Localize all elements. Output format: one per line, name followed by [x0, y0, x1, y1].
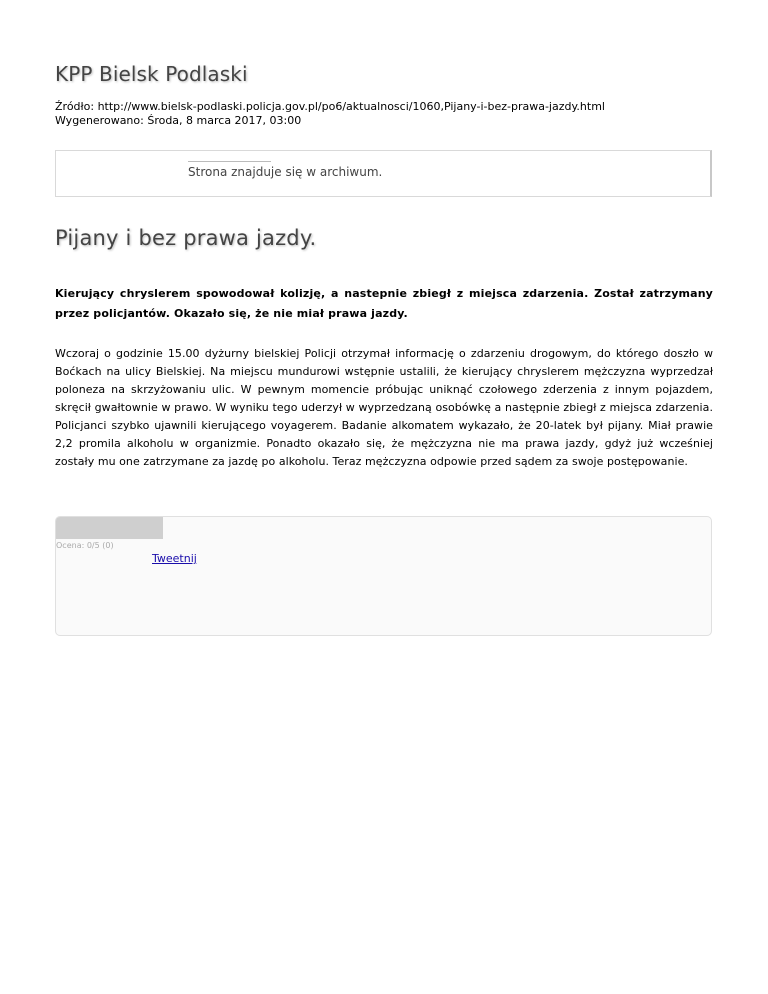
article-body: Wczoraj o godzinie 15.00 dyżurny bielskiej Policji otrzymał informację o zdarzeniu drogowym, do którego doszło w Boćkach na ulicy Bielskiej. Na miejscu mundurowi wstępnie ustalili, że kierujący chryslerem mężczyzna wyprzedzał poloneza na skrzyżowaniu ulic. W pewnym momencie próbując uniknąć czołowego zderzenia z innym pojazdem, skręcił gwałtownie w prawo. W wyniku tego uderzył w wyprzedzaną osobówkę a następnie zbiegł z miejsca zdarzenia. Policjanci szybko ujawnili kierującego voyagerem. Badanie alkomatem wykazało, że 20-latek był pijany. Miał prawie 2,2 promila alkoholu w organizmie. Ponadto okazało się, że mężczyzna nie ma prawa jazdy, gdyż już wcześniej zostały mu one zatrzymane za jazdę po alkoholu. Teraz mężczyzna odpowie przed sądem za swoje postępowanie.: [55, 347, 713, 468]
archive-divider: [188, 161, 271, 162]
print-meta: [55, 100, 605, 128]
generated-date: Wygenerowano: Środa, 8 marca 2017, 03:00: [55, 114, 302, 127]
tweet-link[interactable]: Tweetnij: [152, 552, 197, 565]
rating-panel: [55, 516, 712, 636]
archive-notice: [55, 150, 712, 197]
rating-stars-bar[interactable]: [56, 517, 163, 539]
article-title: Pijany i bez prawa jazdy.: [55, 226, 317, 250]
site-title: KPP Bielsk Podlaski: [55, 62, 248, 86]
article-lead: Kierujący chryslerem spowodował kolizję, a nastepnie zbiegł z miejsca zdarzenia. Został zatrzymany przez policjantów. Okazało się, że nie miał prawa jazdy.: [55, 287, 713, 320]
archive-notice-text: Strona znajduje się w archiwum.: [188, 165, 383, 179]
source-url: Źródło: http://www.bielsk-podlaski.policja.gov.pl/po6/aktualnosci/1060,Pijany-i-bez-prawa-jazdy.html: [55, 100, 605, 113]
rating-label: Ocena: 0/5 (0): [56, 541, 114, 550]
